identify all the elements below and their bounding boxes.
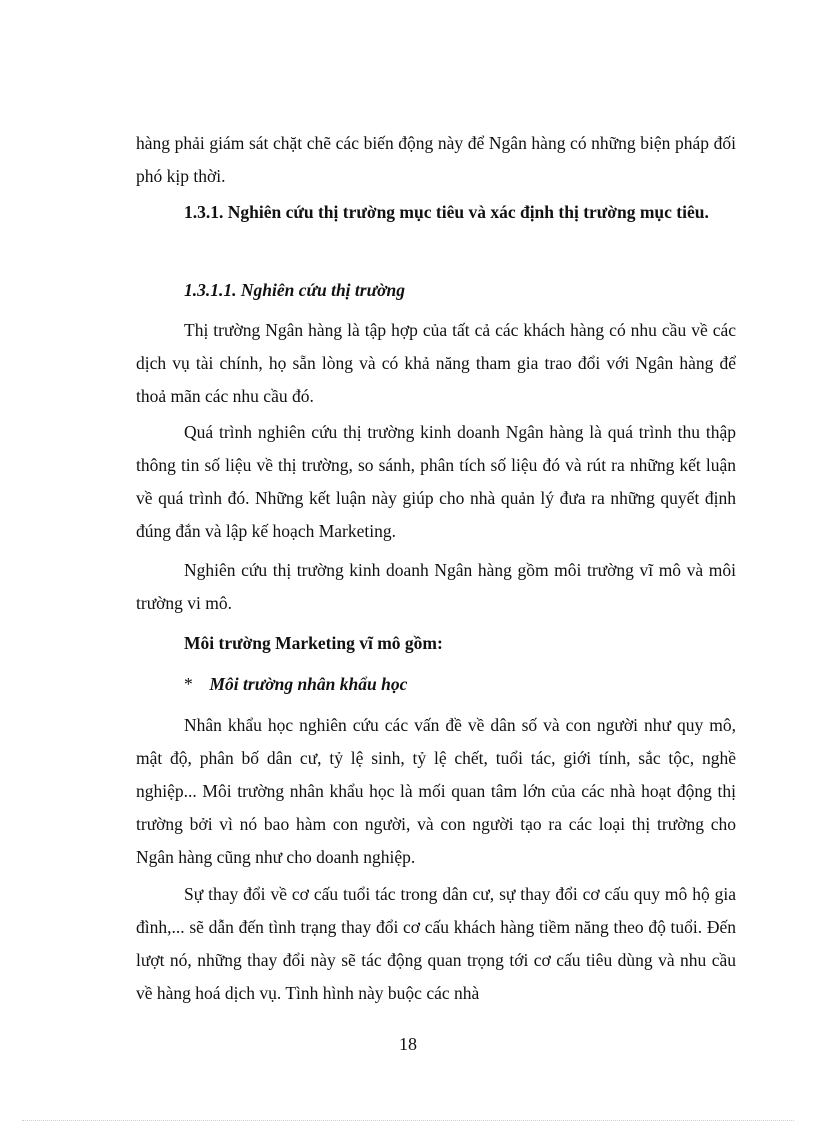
section-heading-1-3-1 [136, 196, 736, 229]
paragraph-text: Sự thay đổi về cơ cấu tuổi tác trong dân cư, sự thay đổi cơ cấu quy mô hộ gia đình,... sẽ dẫn đến tình trạng thay đổi cơ cấu khách hàng tiềm năng theo độ tuổi. Đến lượt nó, những thay đổi này sẽ tác động quan trọng tới cơ cấu tiêu dùng và nhu cầu về hàng hoá dịch vụ. Tình hình này buộc các nhà [136, 884, 736, 1003]
paragraph-text: Thị trường Ngân hàng là tập hợp của tất cả các khách hàng có nhu cầu về các dịch vụ tài chính, họ sẵn lòng và có khả năng tham gia trao đổi với Ngân hàng để thoả mãn các nhu cầu đó. [136, 320, 736, 406]
section-heading-text: 1.3.1. Nghiên cứu thị trường mục tiêu và xác định thị trường mục tiêu. [184, 202, 709, 222]
page-number: 18 [399, 1034, 417, 1054]
paragraph-text: Nhân khẩu học nghiên cứu các vấn đề về dân số và con người như quy mô, mật độ, phân bố dân cư, tỷ lệ sinh, tỷ lệ chết, tuổi tác, giới tính, sắc tộc, nghề nghiệp... Môi trường nhân khẩu học là mối quan tâm lớn của các nhà hoạt động thị trường bởi vì nó bao hàm con người, và con người tạo ra các loại thị trường cho Ngân hàng cũng như cho doanh nghiệp. [136, 715, 736, 867]
continuation-paragraph [136, 127, 736, 193]
paragraph-market-definition [136, 314, 736, 413]
paragraph-text: hàng phải giám sát chặt chẽ các biến động này để Ngân hàng có những biện pháp đối phó kịp thời. [136, 133, 736, 186]
subsection-heading-1-3-1-1 [136, 274, 736, 307]
macro-environment-heading-text: Môi trường Marketing vĩ mô gồm: [184, 633, 443, 653]
paragraph-research-scope [136, 554, 736, 620]
paragraph-text: Nghiên cứu thị trường kinh doanh Ngân hàng gồm môi trường vĩ mô và môi trường vi mô. [136, 560, 736, 613]
bullet-heading-text: Môi trường nhân khẩu học [209, 674, 408, 694]
bullet-marker: * [184, 674, 193, 694]
page-bottom-divider [22, 1120, 794, 1121]
macro-environment-heading [136, 627, 736, 660]
paragraph-age-structure [136, 878, 736, 1010]
subsection-heading-text: 1.3.1.1. Nghiên cứu thị trường [184, 280, 405, 300]
paragraph-research-process [136, 416, 736, 548]
paragraph-demographics [136, 709, 736, 874]
paragraph-text: Quá trình nghiên cứu thị trường kinh doanh Ngân hàng là quá trình thu thập thông tin số liệu về thị trường, so sánh, phân tích số liệu đó và rút ra những kết luận về quá trình đó. Những kết luận này giúp cho nhà quản lý đưa ra những quyết định đúng đắn và lập kế hoạch Marketing. [136, 422, 736, 541]
bullet-demographic-heading [136, 668, 736, 701]
